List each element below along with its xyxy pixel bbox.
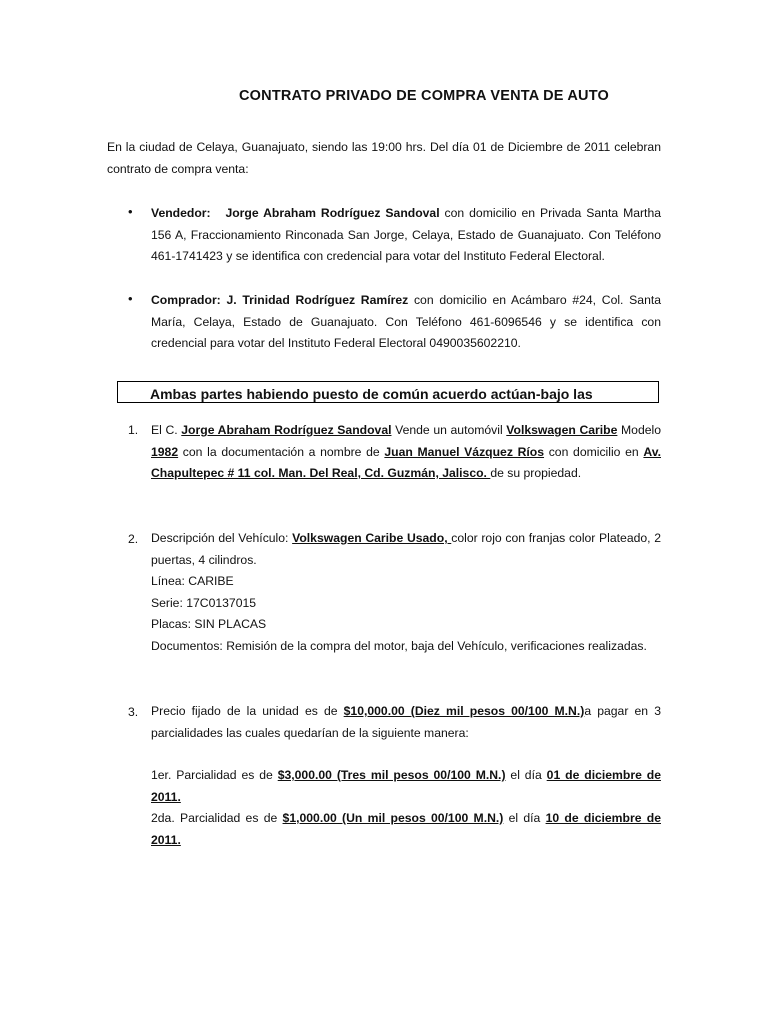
buyer-details: con domicilio en Acámbaro #24, Col. Santa María, Celaya, Estado de Guanajuato. Con Teléfono 461-6096546 y se identifica con credencial para votar del Instituto Federal Electoral 0490035602210. xyxy=(151,293,662,350)
clause-text: Descripción del Vehículo: xyxy=(151,531,293,545)
contract-title: CONTRATO PRIVADO DE COMPRA VENTA DE AUTO xyxy=(239,88,609,104)
total-price: $10,000.00 (Diez mil pesos 00/100 M.N.) xyxy=(343,704,585,718)
car-model: 1982 xyxy=(151,444,179,459)
intro-paragraph: En la ciudad de Celaya, Guanajuato, siendo las 19:00 hrs. Del día 01 de Diciembre de 2011 celebran contrato de compra venta: xyxy=(107,140,661,176)
clause-text: color rojo con franjas color Plateado, 2 puertas, 4 cilindros. xyxy=(151,531,662,567)
installment-text: 1er. Parcialidad es de xyxy=(151,768,278,782)
clause-text: El C. xyxy=(151,423,182,437)
clause-vehicle-description xyxy=(151,528,661,657)
clause-text: de su propiedad. xyxy=(490,466,582,480)
owner-address: Av. Chapultepec # 11 col. Man. Del Real, Cd. Guzmán, Jalisco. xyxy=(151,444,661,480)
vehicle-serial: Serie: 17C0137015 xyxy=(151,595,257,610)
installment-2-date: 10 de diciembre de 2011. xyxy=(151,811,661,847)
seller-item xyxy=(151,203,661,268)
clause-price xyxy=(151,701,661,744)
clause-text: con la documentación a nombre de xyxy=(178,444,385,459)
bullet-icon: • xyxy=(128,291,133,306)
installment-2 xyxy=(151,808,661,851)
clause-text: Vende un automóvil xyxy=(391,423,507,437)
clause-sale xyxy=(151,420,661,485)
vehicle-documents: Documentos: Remisión de la compra del motor, baja del Vehículo, verificaciones realizadas. xyxy=(151,638,647,653)
installment-1-date: 01 de diciembre de 2011. xyxy=(151,768,661,804)
clause-text: Precio fijado de la unidad es de xyxy=(151,704,344,718)
seller-details: con domicilio en Privada Santa Martha 156 A, Fraccionamiento Rinconada San Jorge, Celaya, Estado de Guanajuato. Con Teléfono 461-1741423 y se identifica con credencial para votar del Instituto Federal Electoral. xyxy=(151,206,661,263)
installment-1 xyxy=(151,765,661,808)
clause-text: con domicilio en xyxy=(544,444,644,459)
clause-number: 1. xyxy=(128,423,139,437)
buyer-label: Comprador: xyxy=(151,293,221,307)
car-name: Volkswagen Caribe xyxy=(506,423,618,437)
vehicle-plates: Placas: SIN PLACAS xyxy=(151,617,267,631)
banner-text: Ambas partes habiendo puesto de común acuerdo actúan-bajo las xyxy=(150,386,593,402)
installment-text: el día xyxy=(503,811,546,825)
installment-text: el día xyxy=(505,768,547,782)
installment-2-amount: $1,000.00 (Un mil pesos 00/100 M.N.) xyxy=(282,811,504,825)
buyer-item xyxy=(151,290,661,355)
buyer-name: J. Trinidad Rodríguez Ramírez xyxy=(226,293,409,307)
bullet-icon: • xyxy=(128,204,133,219)
registered-owner: Juan Manuel Vázquez Ríos xyxy=(384,444,545,459)
installment-text: 2da. Parcialidad es de xyxy=(151,811,283,825)
clause-number: 3. xyxy=(128,705,139,719)
seller-name: Jorge Abraham Rodríguez Sandoval xyxy=(225,206,440,220)
clause-text: Modelo xyxy=(617,423,662,437)
vehicle-line: Línea: CARIBE xyxy=(151,574,234,588)
agreement-banner xyxy=(117,381,659,403)
clause-text: a pagar en 3 parcialidades las cuales quedarían de la siguiente manera: xyxy=(151,704,661,740)
seller-name-underlined: Jorge Abraham Rodríguez Sandoval xyxy=(181,423,392,437)
clause-number: 2. xyxy=(128,532,139,546)
installment-1-amount: $3,000.00 (Tres mil pesos 00/100 M.N.) xyxy=(277,768,506,782)
vehicle-name: Volkswagen Caribe Usado, xyxy=(292,531,452,545)
seller-label: Vendedor: xyxy=(151,206,211,220)
